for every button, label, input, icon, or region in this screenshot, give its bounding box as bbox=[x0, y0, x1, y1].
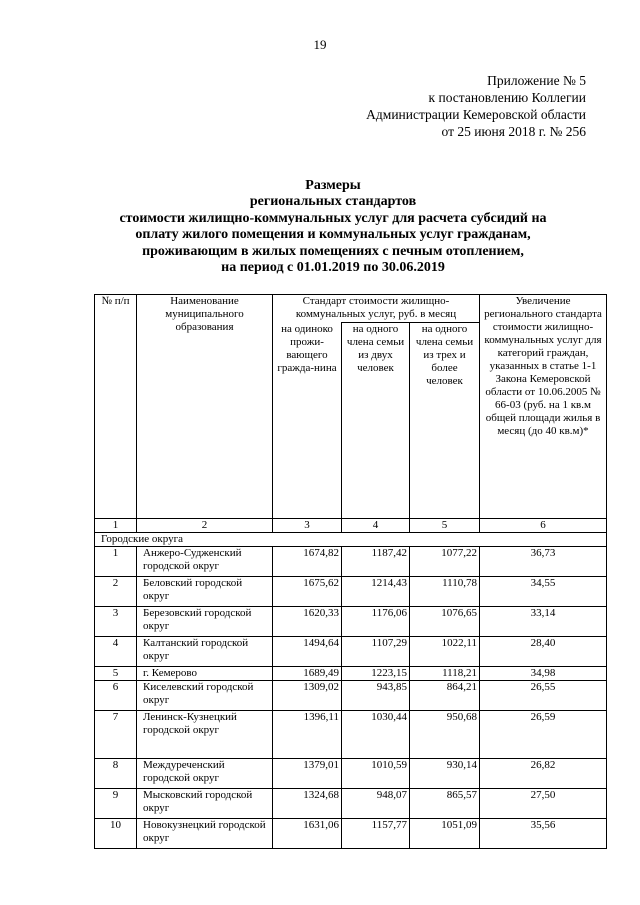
row-number: 3 bbox=[95, 607, 137, 637]
row-number: 7 bbox=[95, 711, 137, 759]
title-line: Размеры bbox=[305, 178, 361, 193]
increase-value: 26,82 bbox=[480, 759, 607, 789]
municipality-name: Анжеро-Судженский городской округ bbox=[137, 547, 273, 577]
increase-value: 33,14 bbox=[480, 607, 607, 637]
three-value: 1022,11 bbox=[410, 637, 480, 667]
two-value: 1176,06 bbox=[342, 607, 410, 637]
appendix-header bbox=[326, 72, 586, 140]
title-line: оплату жилого помещения и коммунальных услуг гражданам, bbox=[135, 227, 531, 243]
three-value: 1076,65 bbox=[410, 607, 480, 637]
two-value: 1030,44 bbox=[342, 711, 410, 759]
three-value: 930,14 bbox=[410, 759, 480, 789]
title-line: региональных стандартов bbox=[249, 194, 417, 210]
single-value: 1674,82 bbox=[273, 547, 342, 577]
row-number: 6 bbox=[95, 681, 137, 711]
row-number: 4 bbox=[95, 637, 137, 667]
row-number: 5 bbox=[95, 667, 137, 681]
increase-value: 26,59 bbox=[480, 711, 607, 759]
two-value: 1107,29 bbox=[342, 637, 410, 667]
single-value: 1379,01 bbox=[273, 759, 342, 789]
single-value: 1396,11 bbox=[273, 711, 342, 759]
municipality-name: Киселевский городской округ bbox=[137, 681, 273, 711]
row-number: 1 bbox=[95, 547, 137, 577]
increase-value: 35,56 bbox=[480, 819, 607, 849]
column-number: 4 bbox=[342, 519, 410, 533]
increase-value: 27,50 bbox=[480, 789, 607, 819]
header-single: на одиноко прожи-вающего гражда-нина bbox=[273, 323, 342, 519]
page-number: 19 bbox=[313, 37, 327, 52]
increase-value: 26,55 bbox=[480, 681, 607, 711]
municipality-name: Беловский городской округ bbox=[137, 577, 273, 607]
column-number: 6 bbox=[480, 519, 607, 533]
two-value: 1010,59 bbox=[342, 759, 410, 789]
appendix-line: от 25 июня 2018 г. № 256 bbox=[441, 124, 586, 139]
two-value: 1157,77 bbox=[342, 819, 410, 849]
column-number: 3 bbox=[273, 519, 342, 533]
three-value: 1118,21 bbox=[410, 667, 480, 681]
table-row bbox=[95, 637, 607, 667]
header-number: № п/п bbox=[95, 295, 137, 519]
header-increase: Увеличение регионального стандарта стоимости жилищно-коммунальных услуг для категорий граждан, указанных в статье 1-1 Закона Кемеровской области от 10.06.2005 № 66-03 (руб. на 1 кв.м общей площади жилья в месяц (до 40 кв.м)* bbox=[480, 295, 607, 519]
municipality-name: Калтанский городской округ bbox=[137, 637, 273, 667]
two-value: 1223,15 bbox=[342, 667, 410, 681]
single-value: 1675,62 bbox=[273, 577, 342, 607]
increase-value: 34,98 bbox=[480, 667, 607, 681]
two-value: 948,07 bbox=[342, 789, 410, 819]
title-line: проживающим в жилых помещениях с печным отоплением, bbox=[142, 243, 524, 259]
increase-value: 34,55 bbox=[480, 577, 607, 607]
table-row bbox=[95, 819, 607, 849]
appendix-line: к постановлению Коллегии bbox=[428, 90, 586, 105]
municipality-name: Новокузнецкий городской округ bbox=[137, 819, 273, 849]
single-value: 1620,33 bbox=[273, 607, 342, 637]
header-name: Наименование муниципального образования bbox=[137, 295, 273, 519]
two-value: 943,85 bbox=[342, 681, 410, 711]
table-row bbox=[95, 711, 607, 759]
single-value: 1324,68 bbox=[273, 789, 342, 819]
header-two: на одного члена семьи из двух человек bbox=[342, 323, 410, 519]
municipality-name: Междуреченский городской округ bbox=[137, 759, 273, 789]
row-number: 2 bbox=[95, 577, 137, 607]
municipality-name: Ленинск-Кузнецкий городской округ bbox=[137, 711, 273, 759]
two-value: 1187,42 bbox=[342, 547, 410, 577]
three-value: 1077,22 bbox=[410, 547, 480, 577]
header-three: на одного члена семьи из трех и более человек bbox=[410, 323, 480, 519]
table-row bbox=[95, 681, 607, 711]
column-number: 1 bbox=[95, 519, 137, 533]
table-row bbox=[95, 547, 607, 577]
table-row bbox=[95, 759, 607, 789]
row-number: 8 bbox=[95, 759, 137, 789]
column-number: 2 bbox=[137, 519, 273, 533]
table-row bbox=[95, 789, 607, 819]
two-value: 1214,43 bbox=[342, 577, 410, 607]
section-heading: Городские округа bbox=[95, 533, 607, 547]
appendix-line: Приложение № 5 bbox=[487, 73, 586, 88]
row-number: 9 bbox=[95, 789, 137, 819]
table-row bbox=[95, 607, 607, 637]
three-value: 950,68 bbox=[410, 711, 480, 759]
header-standard: Стандарт стоимости жилищно-коммунальных услуг, руб. в месяц bbox=[273, 295, 480, 323]
municipality-name: Березовский городской округ bbox=[137, 607, 273, 637]
document-title bbox=[88, 178, 578, 276]
municipality-name: г. Кемерово bbox=[137, 667, 273, 681]
single-value: 1631,06 bbox=[273, 819, 342, 849]
three-value: 1051,09 bbox=[410, 819, 480, 849]
standards-table bbox=[94, 294, 607, 849]
single-value: 1309,02 bbox=[273, 681, 342, 711]
row-number: 10 bbox=[95, 819, 137, 849]
increase-value: 28,40 bbox=[480, 637, 607, 667]
appendix-line: Администрации Кемеровской области bbox=[366, 107, 586, 122]
table-row bbox=[95, 667, 607, 681]
title-line: на период с 01.01.2019 по 30.06.2019 bbox=[221, 260, 445, 276]
column-number: 5 bbox=[410, 519, 480, 533]
three-value: 865,57 bbox=[410, 789, 480, 819]
three-value: 1110,78 bbox=[410, 577, 480, 607]
municipality-name: Мысковский городской округ bbox=[137, 789, 273, 819]
three-value: 864,21 bbox=[410, 681, 480, 711]
single-value: 1494,64 bbox=[273, 637, 342, 667]
single-value: 1689,49 bbox=[273, 667, 342, 681]
increase-value: 36,73 bbox=[480, 547, 607, 577]
table-row bbox=[95, 577, 607, 607]
title-line: стоимости жилищно-коммунальных услуг для расчета субсидий на bbox=[119, 210, 547, 226]
